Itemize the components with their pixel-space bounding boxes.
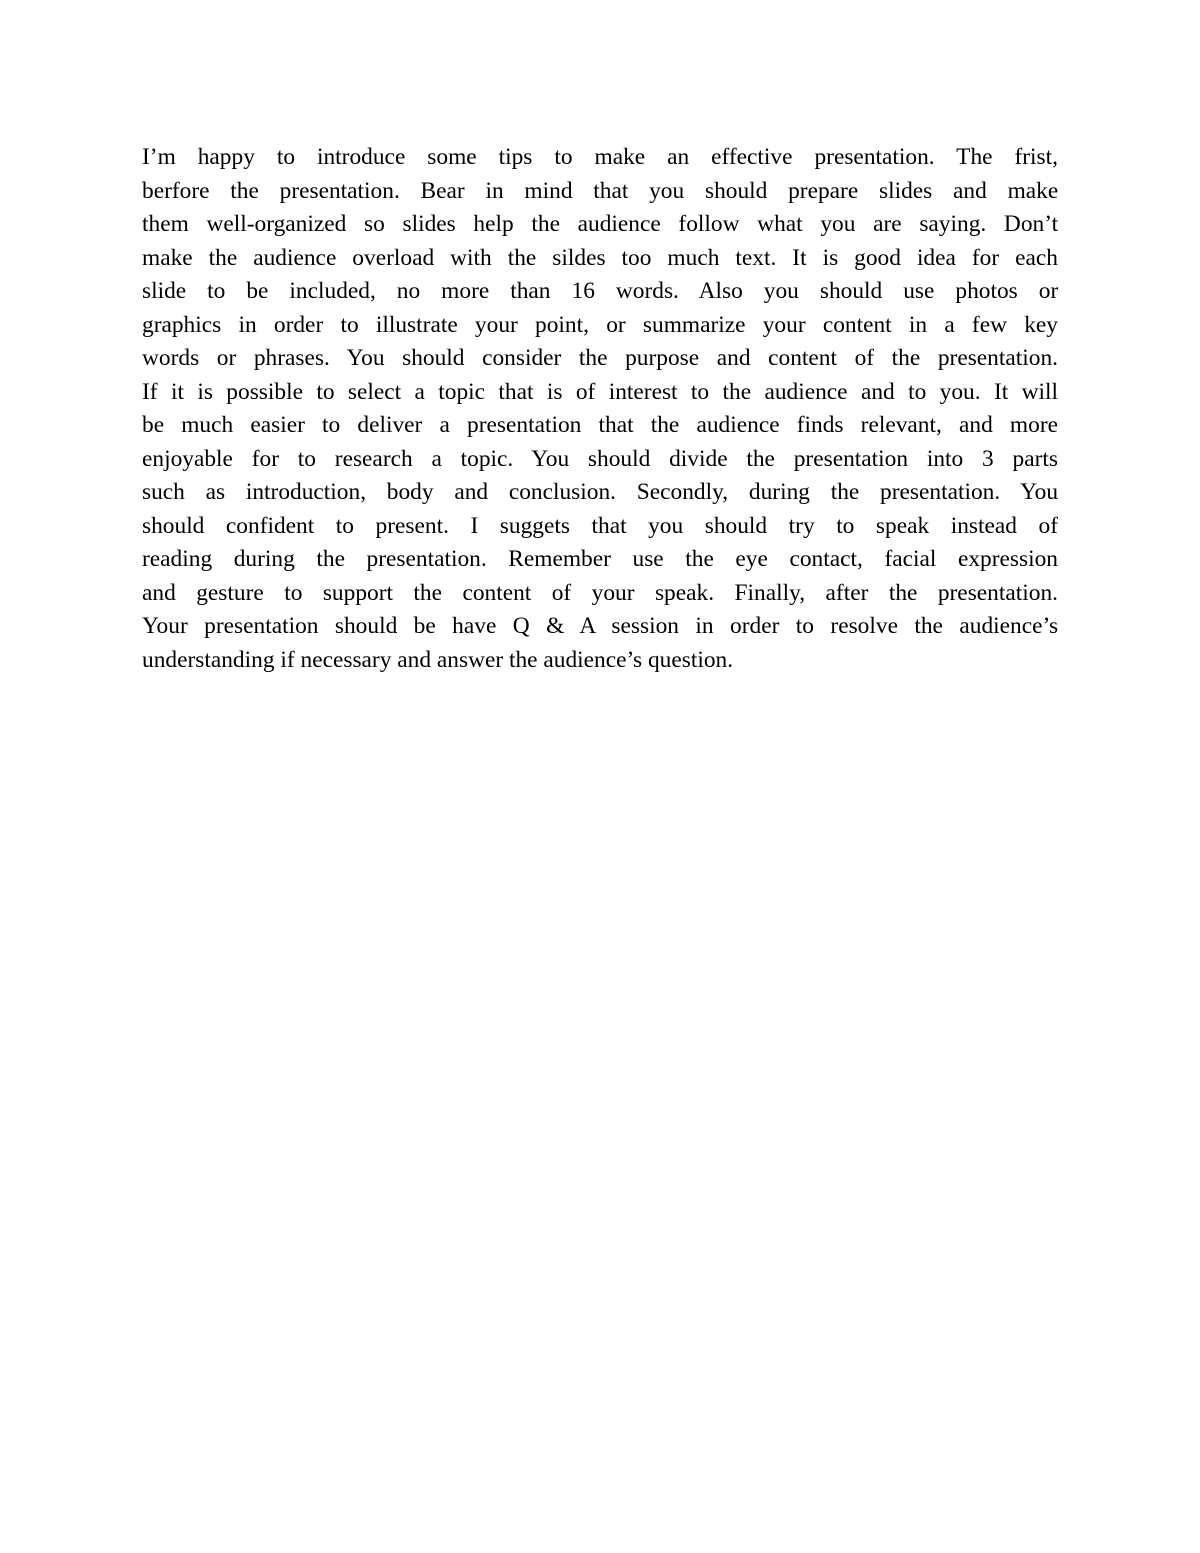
paragraph-line-4: make the audience overload with the sildes too much text. It is good idea for each: [142, 244, 1058, 271]
paragraph-line-11: such as introduction, body and conclusion. Secondly, during the presentation. You: [142, 479, 1059, 505]
paragraph-line-10: enjoyable for to research a topic. You should divide the presentation into 3 parts: [142, 445, 1058, 472]
paragraph-line-1: I’m happy to introduce some tips to make an effective presentation. The frist,: [142, 144, 1058, 170]
paragraph-line-6: graphics in order to illustrate your point, or summarize your content in a few key: [142, 311, 1058, 338]
paragraph-line-3: them well-organized so slides help the audience follow what you are saying. Don’t: [142, 211, 1059, 237]
paragraph-line-12: should confident to present. I suggets that you should try to speak instead of: [142, 512, 1058, 539]
paragraph-line-2: berfore the presentation. Bear in mind that you should prepare slides and make: [142, 177, 1059, 204]
paragraph-line-9: be much easier to deliver a presentation that the audience finds relevant, and more: [142, 412, 1058, 438]
paragraph-line-16: understanding if necessary and answer the audience’s question.: [142, 646, 734, 673]
body-paragraph: [142, 141, 1058, 677]
paragraph-line-8: If it is possible to select a topic that is of interest to the audience and to you. It will: [142, 378, 1059, 405]
paragraph-line-7: words or phrases. You should consider the purpose and content of the presentation.: [142, 345, 1058, 371]
paragraph-line-14: and gesture to support the content of your speak. Finally, after the presentation.: [142, 579, 1058, 606]
paragraph-line-13: reading during the presentation. Remember use the eye contact, facial expression: [142, 546, 1058, 572]
paragraph-line-5: slide to be included, no more than 16 words. Also you should use photos or: [142, 278, 1059, 304]
paragraph-line-15: Your presentation should be have Q & A session in order to resolve the audience’s: [142, 613, 1059, 639]
